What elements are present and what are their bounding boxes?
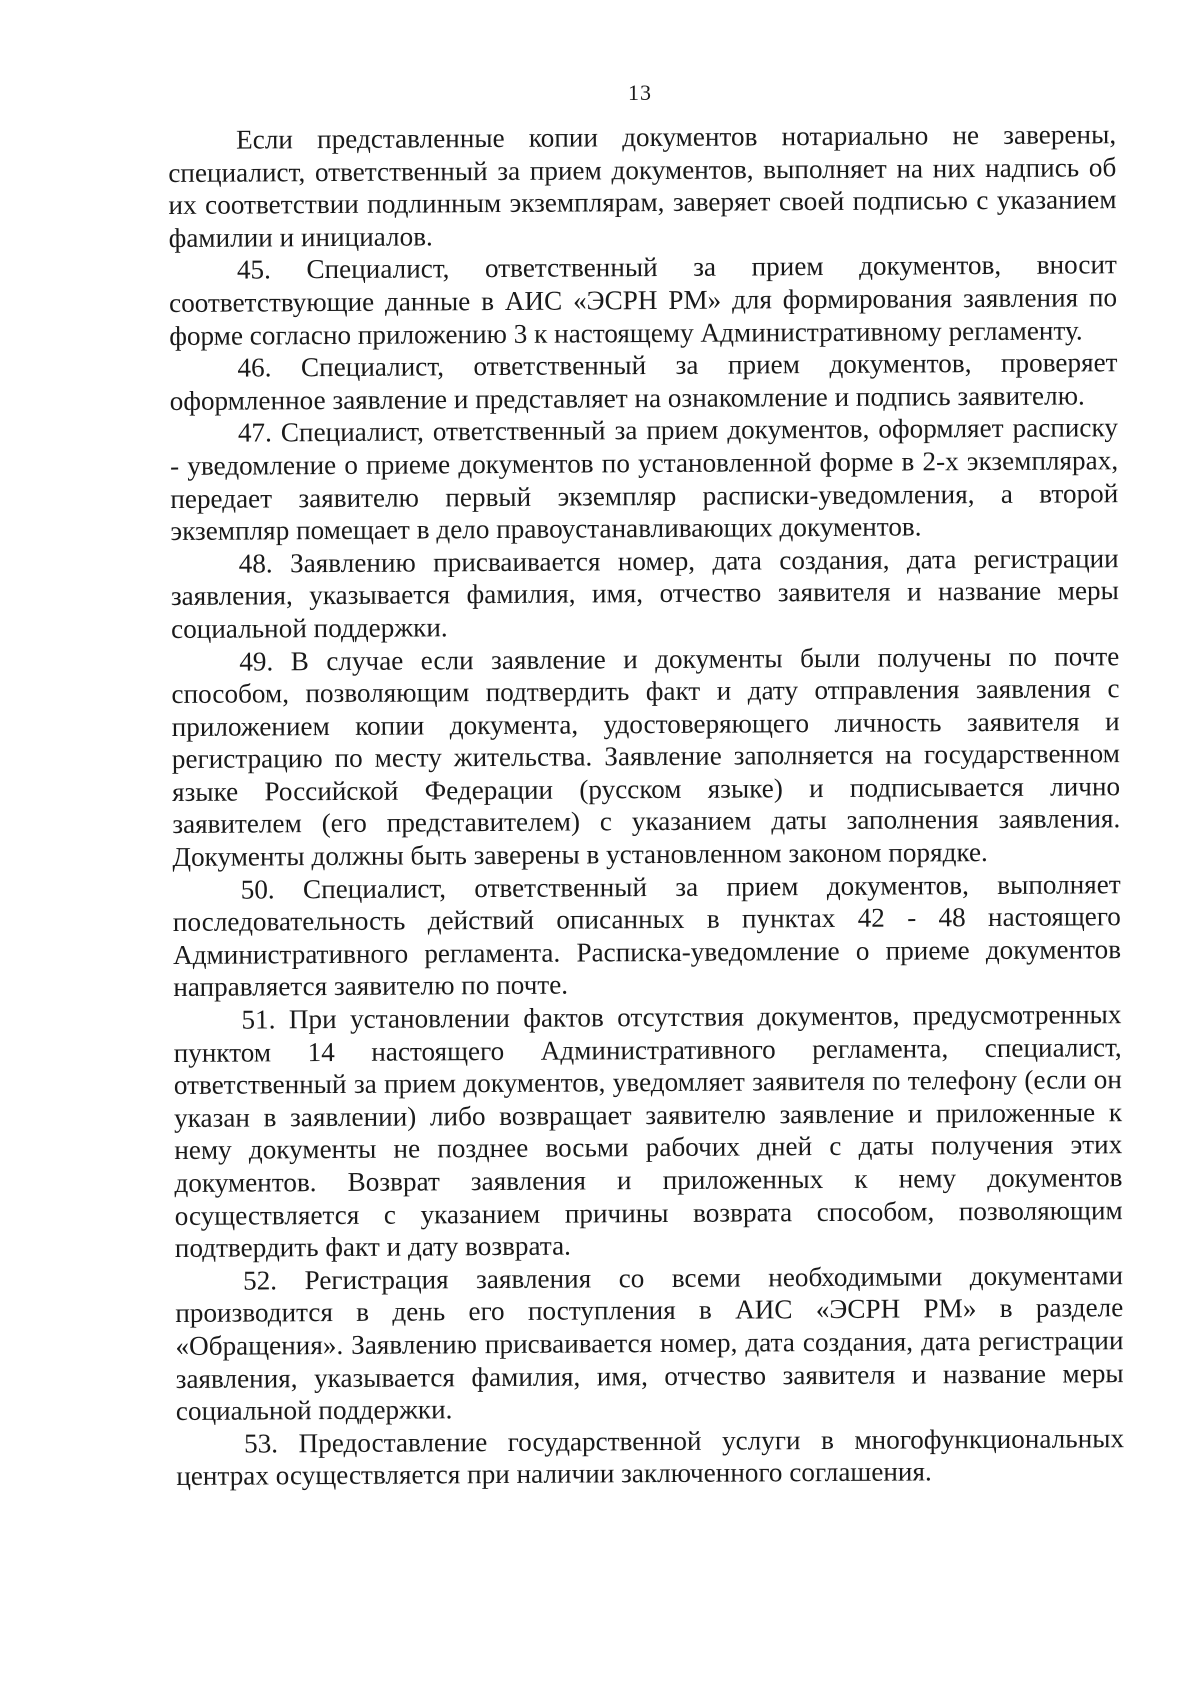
paragraph-46: 46. Специалист, ответственный за прием документов, проверяет оформленное заявление и представляет на ознакомление и подпись заявителю. <box>169 347 1118 416</box>
paragraph-48: 48. Заявлению присваивается номер, дата создания, дата регистрации заявления, указывается фамилия, имя, отчество заявителя и название меры социальной поддержки. <box>170 542 1119 644</box>
paragraph-49: 49. В случае если заявление и документы были получены по почте способом, позволяющим подтвердить факт и дату отправления заявления с приложением копии документа, удостоверяющего личность заявителя и регистрацию по месту жительства. Заявление заполняется на государственном языке Российской Федерации (русском языке) и подписывается лично заявителем (его представителем) с указанием даты заполнения заявления. Документы должны быть заверены в установленном законом порядке. <box>171 640 1121 873</box>
page-number: 13 <box>628 80 652 105</box>
paragraph-51: 51. При установлении фактов отсутствия документов, предусмотренных пунктом 14 настоящего Административного регламента, специалист, ответственный за прием документов, уведомляет заявителя по телефону (если он указан в заявлении) либо возвращает заявителю заявление и приложенные к нему документы не позднее восьми рабочих дней с даты получения этих документов. Возврат заявления и приложенных к нему документов осуществляется с указанием причины возврата способом, позволяющим подтвердить факт и дату возврата. <box>173 999 1123 1264</box>
document-body <box>168 118 1124 1493</box>
paragraph-50: 50. Специалист, ответственный за прием документов, выполняет последовательность действий описанных в пунктах 42 - 48 настоящего Административного регламента. Расписка-уведомление о приеме документов направляется заявителю по почте. <box>172 868 1122 1003</box>
paragraph-52: 52. Регистрация заявления со всеми необходимыми документами производится в день его поступления в АИС «ЭСРН РМ» в разделе «Обращения». Заявлению присваивается номер, дата создания, дата регистрации заявления, указывается фамилия, имя, отчество заявителя и название меры социальной поддержки. <box>175 1259 1124 1427</box>
paragraph-intro: Если представленные копии документов нотариально не заверены, специалист, ответственный за прием документов, выполняет на них надпись об их соответствии подлинным экземплярам, заверяет своей подписью с указанием фамилии и инициалов. <box>168 119 1117 253</box>
paragraph-47: 47. Специалист, ответственный за прием документов, оформляет расписку - уведомление о приеме документов по установленной форме в 2-х экземплярах, передает заявителю первый экземпляр расписки-уведомления, а второй экземпляр помещает в дело правоустанавливающих документов. <box>169 412 1119 547</box>
paragraph-45: 45. Специалист, ответственный за прием документов, вносит соответствующие данные в АИС «ЭСРН РМ» для формирования заявления по форме согласно приложению 3 к настоящему Административному регламенту. <box>169 249 1118 351</box>
paragraph-53: 53. Предоставление государственной услуги в многофункциональных центрах осуществляется при наличии заключенного соглашения. <box>176 1422 1125 1492</box>
